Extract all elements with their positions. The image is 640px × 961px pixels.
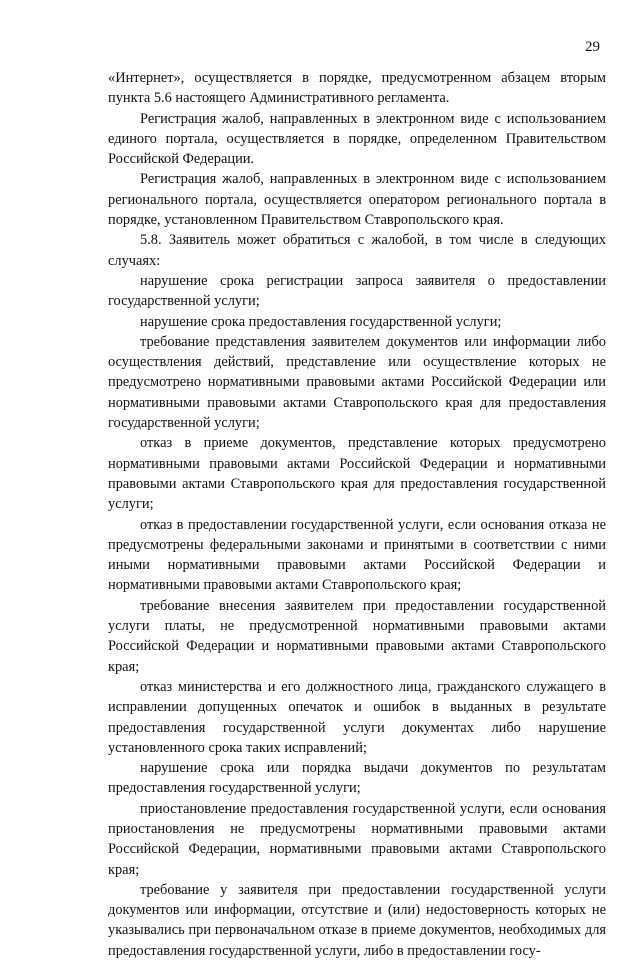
list-item-documents-demand: требование у заявителя при предоставлении государственной услуги документов или информации, отсутствие и (или) недостоверность которых не указывались при первоначальном отказе в приеме документов, необходимых для предоставления государственной услуги, либо в предоставлении госу- [108, 881, 606, 959]
list-item-document-refusal: отказ в приеме документов, представление которых предусмотрено нормативными правовыми актами Российской Федерации и нормативными правовыми актами Ставропольского края для предоставления государственной услуги; [108, 435, 606, 513]
list-item-extra-documents-requirement: требование представления заявителем документов или информации либо осуществления действий, представление или осуществление которых не предусмотрено нормативными правовыми актами Российской Федерации или нормативными правовыми актами Ставропольского края для предоставления государственной услуги; [108, 333, 606, 432]
page-number: 29 [585, 39, 600, 55]
list-item-correction-refusal: отказ министерства и его должностного лица, гражданского служащего в исправлении допущенных опечаток и ошибок в выданных в результате предоставления государственной услуги документах либо нарушение установленного срока таких исправлений; [108, 678, 606, 756]
list-item-registration-deadline: нарушение срока регистрации запроса заявителя о предоставлении государственной услуги; [108, 272, 606, 310]
paragraph-section-5-8: 5.8. Заявитель может обратиться с жалобой, в том числе в следующих случаях: [108, 232, 606, 269]
list-item-service-refusal: отказ в предоставлении государственной услуги, если основания отказа не предусмотрены федеральными законами и принятыми в соответствии с ними иными нормативными правовыми актами Российской Федерации и нормативными правовыми актами Ставропольского края; [108, 516, 606, 594]
list-item-service-deadline: нарушение срока предоставления государственной услуги; [140, 313, 502, 330]
list-item-service-suspension: приостановление предоставления государственной услуги, если основания приостановления не предусмотрены нормативными правовыми актами Российской Федерации, нормативными правовыми актами Ставропольского края; [108, 800, 606, 878]
paragraph-continuation: «Интернет», осуществляется в порядке, предусмотренном абзацем вторым пункта 5.6 настоящего Административного регламента. [108, 70, 606, 107]
list-item-fee-requirement: требование внесения заявителем при предоставлении государственной услуги платы, не предусмотренной нормативными правовыми актами Российской Федерации и нормативными правовыми актами Ставропольского края; [108, 597, 606, 675]
paragraph-registration-regional-portal: Регистрация жалоб, направленных в электронном виде с использованием регионального портала, осуществляется оператором регионального портала в порядке, установленном Правительством Ставропольского края. [108, 171, 606, 229]
list-item-issuance-violation: нарушение срока или порядка выдачи документов по результатам предоставления государственной услуги; [108, 760, 606, 797]
paragraph-registration-single-portal: Регистрация жалоб, направленных в электронном виде с использованием единого портала, осуществляется в порядке, определенном Правительством Российской Федерации. [108, 110, 606, 168]
document-body [108, 68, 606, 961]
